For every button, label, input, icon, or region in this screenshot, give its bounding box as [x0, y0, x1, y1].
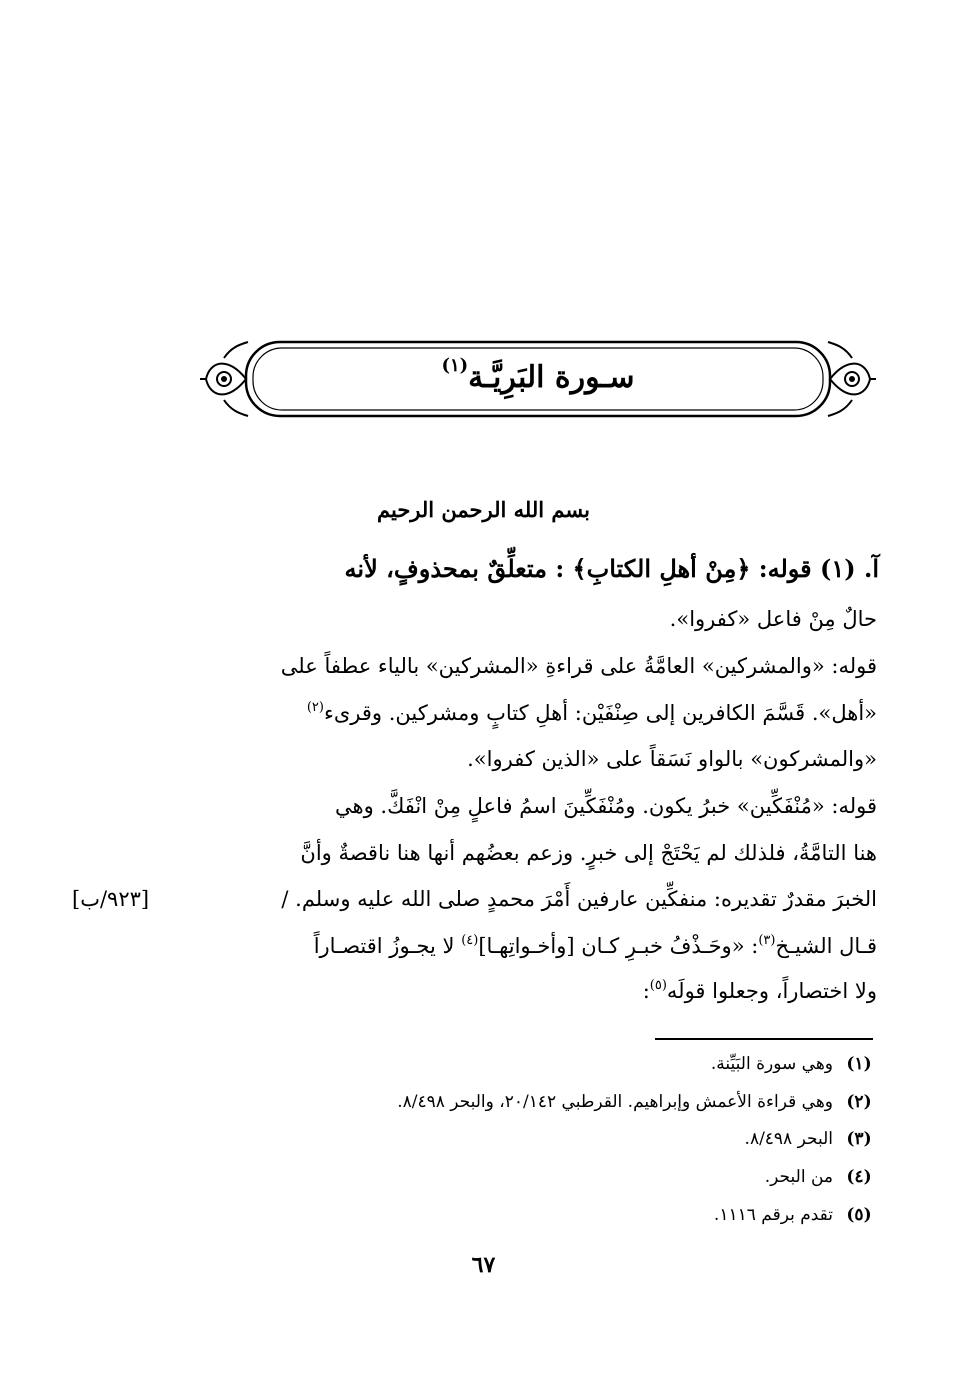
footnote-divider	[655, 1038, 873, 1040]
footnote-text: من البحر.	[764, 1167, 833, 1187]
verse-ref: آ. (١) قوله:	[750, 554, 879, 583]
body-line-5: «والمشركون» بالواو نَسَقاً على «الذين كفروا».	[467, 747, 877, 771]
body-line-4-text: «أهل». قَسَّمَ الكافرين إلى صِنْفَيْن: أهلِ كتابٍ ومشركين. وقرىء	[323, 701, 877, 725]
body-line-9-c: لا يجـوزُ اقتصـاراً	[313, 934, 462, 958]
footnote-number: (٣)	[846, 1129, 872, 1149]
footnote-1	[711, 1050, 877, 1078]
footnote-text: وهي قراءة الأعمش وإبراهيم. القرطبي ٢٠/١٤٢، والبحر ٨/٤٩٨.	[397, 1092, 833, 1112]
footnote-number: (٢)	[846, 1092, 872, 1112]
body-line-10-a: ولا اختصاراً، وجعلوا قولَه	[666, 979, 877, 1003]
footnote-ref-4: (٤)	[461, 933, 479, 948]
surah-title-text: سـورة البَرِيَّـة	[468, 359, 635, 395]
footnote-number: (١)	[846, 1054, 872, 1074]
footnote-text: البحر ٨/٤٩٨.	[744, 1129, 833, 1149]
footnote-3	[745, 1125, 877, 1153]
surah-title	[258, 346, 818, 408]
footnote-4	[765, 1163, 877, 1191]
footnote-2	[397, 1088, 877, 1116]
body-line-1-rest: : متعلِّقٌ بمحذوفٍ، لأنه	[344, 554, 573, 583]
body-line-6: قوله: «مُنْفَكِّين» خبرُ يكون. ومُنْفَكِّينَ اسمُ فاعلٍ مِنْ انْفَكَّ. وهي	[335, 794, 877, 818]
footnote-ref-2: (٢)	[306, 700, 324, 715]
footnote-number: (٥)	[846, 1205, 872, 1225]
surah-title-footnote-ref: (١)	[441, 354, 469, 376]
page-number: ٦٧	[471, 1252, 496, 1278]
basmala: بسم الله الرحمن الرحيم	[377, 497, 590, 522]
body-line-9-b: : «وحَـذْفُ خبـرِ كـان [وأخـواتِهـا]	[478, 934, 759, 958]
footnote-text: وهي سورة البَيِّنة.	[710, 1054, 833, 1074]
body-line-10	[643, 974, 877, 1012]
body-line-7: هنا التامَّةُ، فلذلك لم يَحْتَجْ إلى خبرٍ. وزعم بعضُهم أنها هنا ناقصةٌ وأنَّ	[300, 841, 877, 865]
body-line-8: الخبرَ مقدرٌ تقديره: منفكِّين عارفين أَمْرَ محمدٍ صلى الله عليه وسلم. /	[281, 887, 877, 911]
body-line-3: قوله: «والمشركين» العامَّةُ على قراءةِ «المشركين» بالياء عطفاً على	[280, 654, 877, 678]
footnote-text: تقدم برقم ١١١٦.	[713, 1205, 833, 1225]
body-line-10-b: :	[642, 979, 650, 1003]
footnote-5	[714, 1201, 877, 1229]
body-line-4	[307, 696, 877, 734]
body-line-9	[314, 929, 877, 967]
body-line-2: حالٌ مِنْ فاعل «كفروا».	[669, 607, 877, 631]
body-line-9-a: قـال الشيـخ	[775, 934, 877, 958]
footnote-ref-3: (٣)	[758, 933, 776, 948]
surah-title-frame	[198, 336, 878, 424]
footnote-ref-5: (٥)	[649, 978, 667, 993]
body-line-1	[89, 552, 879, 587]
quran-quote: ﴿مِنْ أهلِ الكتابِ﴾	[572, 554, 751, 583]
footnote-number: (٤)	[846, 1167, 872, 1187]
manuscript-folio-marker: [٩٢٣/ب]	[72, 887, 150, 911]
